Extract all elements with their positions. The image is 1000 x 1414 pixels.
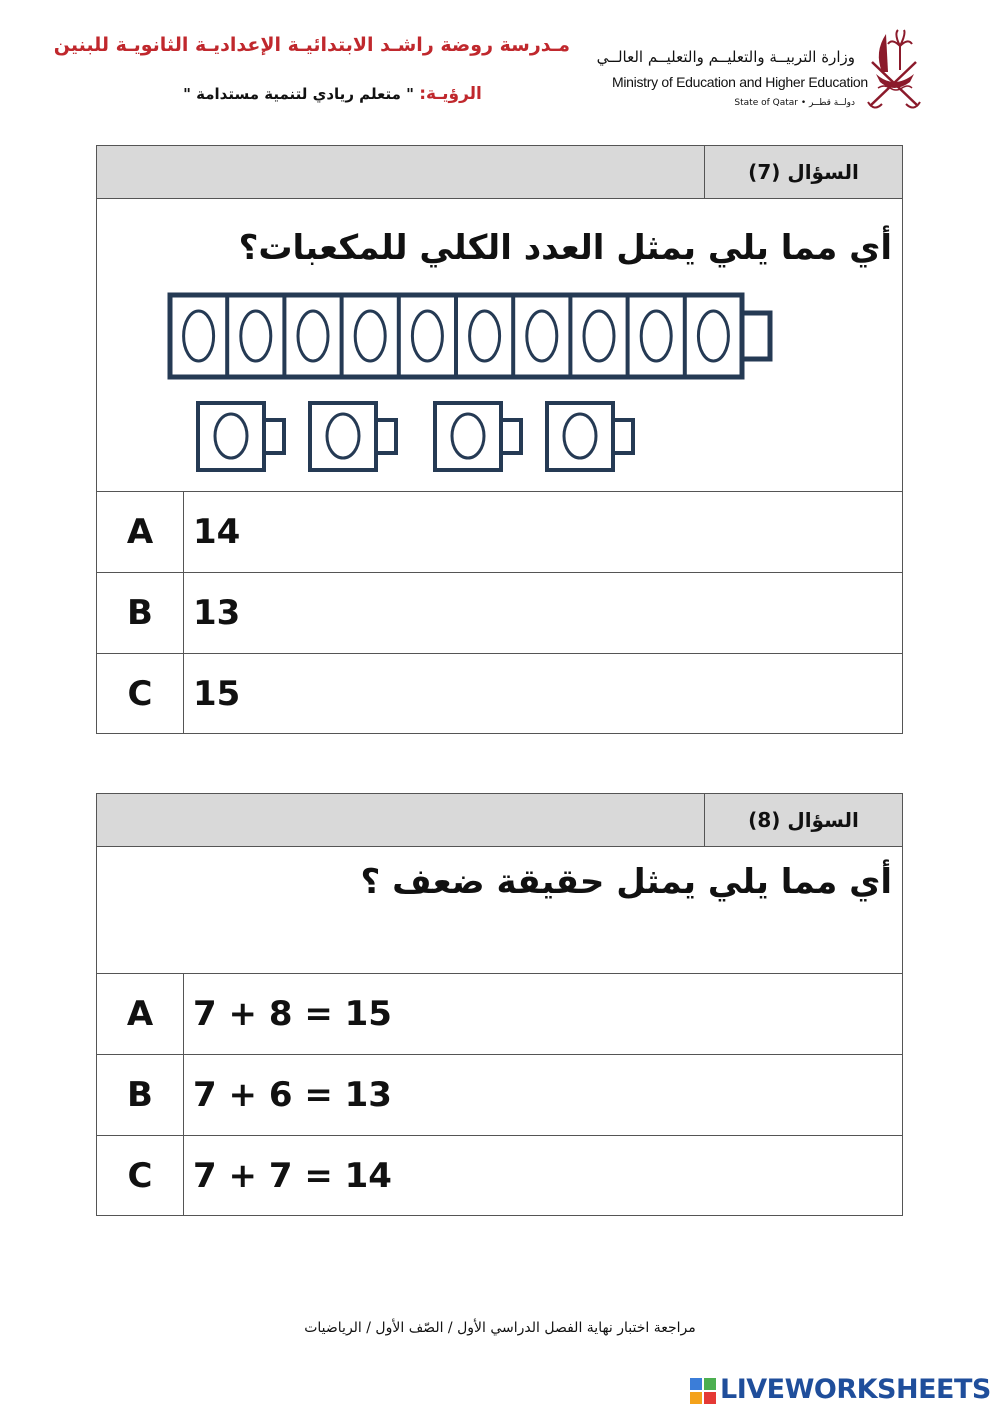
ministry-name-english: Ministry of Education and Higher Education	[612, 74, 868, 90]
liveworksheets-icon	[690, 1378, 716, 1404]
cube-hole	[412, 311, 442, 361]
cube-connector	[376, 420, 396, 453]
option-letter: C	[97, 1136, 184, 1216]
option-value: 14	[193, 512, 241, 552]
question-7-header	[97, 146, 902, 199]
cube-hole	[698, 311, 728, 361]
question-8-table	[96, 793, 903, 1216]
question-8-number: السؤال (8)	[704, 794, 902, 846]
cube-hole	[215, 414, 247, 458]
cube-hole	[641, 311, 671, 361]
vision-statement	[160, 84, 505, 104]
vision-text: " متعلم ريادي لتنمية مستدامة "	[183, 85, 414, 103]
liveworksheets-logo-text: LIVEWORKSHEETS	[720, 1374, 991, 1405]
cube-connector	[264, 420, 284, 453]
cube-hole	[184, 311, 214, 361]
cube-connector	[613, 420, 633, 453]
option-letter: A	[97, 492, 184, 572]
option-letter: B	[97, 1055, 184, 1135]
option-value: 7 + 8 = 15	[193, 994, 392, 1034]
school-name: مـدرسة روضة راشـد الابتدائيـة الإعداديـة الثانويـة للبنين	[53, 34, 570, 56]
option-letter: A	[97, 974, 184, 1054]
single-cube	[547, 403, 633, 470]
cube-hole	[298, 311, 328, 361]
single-cube	[310, 403, 396, 470]
option-letter: C	[97, 654, 184, 734]
option-row[interactable]	[97, 1054, 902, 1135]
option-row[interactable]	[97, 973, 902, 1054]
option-value: 15	[193, 674, 241, 714]
cube-hole	[327, 414, 359, 458]
option-letter: B	[97, 573, 184, 653]
cube-hole	[564, 414, 596, 458]
option-row[interactable]	[97, 491, 902, 572]
ten-cube-train	[170, 295, 770, 377]
footer-text: مراجعة اختبار نهاية الفصل الدراسي الأول / الصّف الأول / الرياضيات	[304, 1320, 696, 1336]
question-8-header	[97, 794, 902, 847]
question-7-number: السؤال (7)	[704, 146, 902, 198]
cube-hole	[452, 414, 484, 458]
liveworksheets-logo	[690, 1372, 990, 1408]
cube-hole	[355, 311, 385, 361]
qatar-emblem-icon	[864, 24, 924, 112]
cube-hole	[470, 311, 500, 361]
option-value: 13	[193, 593, 241, 633]
cube-hole	[241, 311, 271, 361]
single-cube	[198, 403, 284, 470]
question-7-text: أي مما يلي يمثل العدد الكلي للمكعبات؟	[238, 228, 892, 268]
single-cube	[435, 403, 521, 470]
cube-hole	[584, 311, 614, 361]
state-label: State of Qatar • دولــة قطــر	[734, 98, 855, 108]
option-value: 7 + 7 = 14	[193, 1156, 392, 1196]
option-row[interactable]	[97, 1135, 902, 1216]
cubes-illustration	[97, 286, 902, 496]
question-7-table	[96, 145, 903, 734]
vision-label: الرؤيـة:	[419, 84, 482, 104]
cube-hole	[527, 311, 557, 361]
single-cubes	[198, 403, 633, 470]
option-row[interactable]	[97, 653, 902, 734]
question-8-text: أي مما يلي يمثل حقيقة ضعف ؟	[360, 862, 892, 902]
option-row[interactable]	[97, 572, 902, 653]
cube-connector	[742, 313, 770, 359]
ministry-name-arabic: وزارة التربيــة والتعليــم والتعليــم العالــي	[596, 48, 855, 66]
option-value: 7 + 6 = 13	[193, 1075, 392, 1115]
cube-connector	[501, 420, 521, 453]
